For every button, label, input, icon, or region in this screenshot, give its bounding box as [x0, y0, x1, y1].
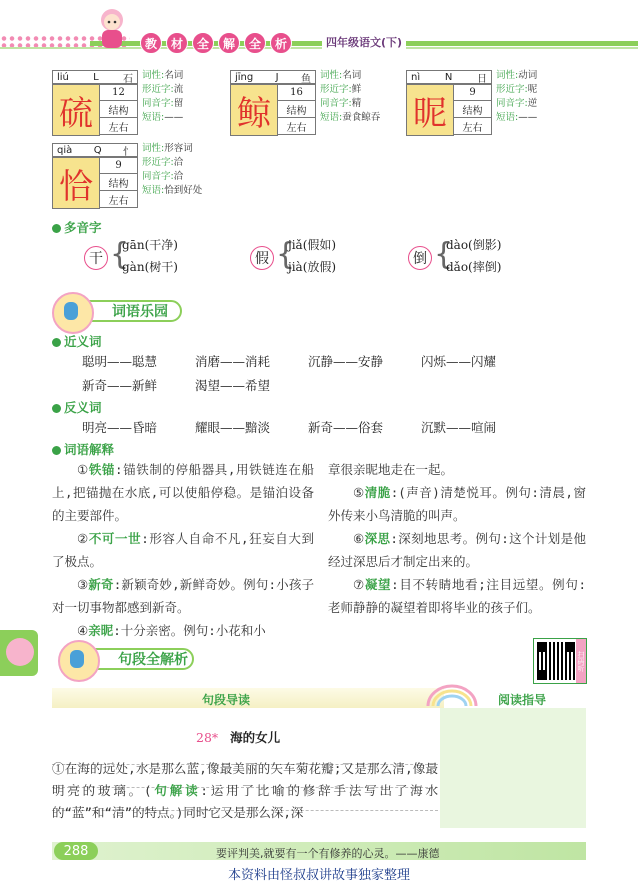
- qr-tag: 扫码听: [576, 639, 586, 683]
- item-term: 铁锚: [88, 462, 116, 477]
- item-number: ④: [77, 623, 89, 638]
- annotation-text: :运用了比喻的修辞手法写出了海水的“蓝”和“清”的特点。)同时它又是那么深,深: [52, 783, 439, 820]
- polyphonic-heading: [52, 218, 102, 236]
- item-term: 新奇: [88, 577, 114, 592]
- card-info: [142, 69, 222, 125]
- bullet-dot-icon: [52, 404, 61, 413]
- index-letter: L: [93, 71, 99, 83]
- lesson-title: 海的女儿: [230, 730, 281, 745]
- page-number: 288: [54, 842, 98, 860]
- phrase-label: 短语:: [142, 112, 165, 123]
- antonyms-row: [82, 418, 530, 436]
- structure-label: 结构: [278, 101, 316, 118]
- structure-label: 结构: [454, 101, 492, 118]
- item-term: 不可一世: [88, 531, 142, 546]
- word-pair: 沉默——喧闹: [421, 420, 497, 435]
- footer-quote: 要评判美,就要有一个有修养的心灵。——康德: [216, 847, 440, 860]
- index-letter: Q: [93, 144, 102, 156]
- explanation-item: [52, 573, 314, 619]
- guide-left-label: 句段导读: [202, 693, 251, 707]
- title-char: 全: [244, 32, 266, 54]
- item-term: 深思: [364, 531, 391, 546]
- reading-1: gān(干净): [122, 238, 178, 252]
- structure: 左右: [100, 118, 138, 135]
- brace-icon: {: [434, 237, 454, 272]
- similar: 鲜: [351, 84, 362, 95]
- item-number: ⑦: [353, 577, 365, 592]
- pinyin: qià: [57, 144, 73, 156]
- radical: 日: [476, 73, 487, 85]
- phrase-label: 短语:: [320, 112, 343, 123]
- char-card-liu: [52, 70, 214, 140]
- item-text: :锚铁制的停船器具,用铁链连在船上,把锚抛在水底,可以使船停稳。是锚泊设备的主要部件。: [52, 462, 314, 523]
- word-pair: 渴望——希望: [195, 378, 271, 393]
- grade-label: 四年级语文(下): [322, 34, 406, 50]
- explanations-right: [328, 458, 586, 619]
- phrase-label: 短语:: [496, 112, 519, 123]
- explanation-item: [52, 458, 314, 527]
- pos: 形容词: [164, 143, 193, 154]
- card-top-row: [406, 70, 492, 84]
- guide-right-label: 阅读指导: [498, 693, 547, 707]
- synonyms-heading: [52, 332, 102, 350]
- explain-heading: [52, 440, 114, 458]
- heading-text: 词语解释: [64, 442, 115, 457]
- homophone: 精: [351, 98, 362, 109]
- homophone-label: 同音字:: [142, 171, 174, 182]
- big-char: 昵: [406, 84, 454, 136]
- lesson-paragraph: [52, 758, 438, 824]
- mascot-face-icon: [6, 638, 34, 666]
- item-number: ②: [77, 531, 89, 546]
- big-char: 鲸: [230, 84, 278, 136]
- analysis-section-header: [64, 648, 194, 670]
- rainbow-icon: [422, 682, 482, 708]
- reading-guide-bar: [52, 688, 586, 708]
- phrase: 恰到好处: [164, 185, 203, 196]
- polyphonic-item: [250, 236, 390, 280]
- reading-2: jià(放假): [288, 260, 337, 274]
- phrase: 蚕食鲸吞: [342, 112, 381, 123]
- char-card-jing: [230, 70, 392, 140]
- structure: 左右: [100, 191, 138, 208]
- bullet-dot-icon: [52, 224, 61, 233]
- word-pair: 新奇——新鲜: [82, 378, 158, 393]
- section-title: 词语乐园: [112, 304, 168, 320]
- word-pair: 聪明——聪慧: [82, 354, 158, 369]
- homophone: 逆: [527, 98, 538, 109]
- strokes: 16: [278, 84, 316, 101]
- title-char: 析: [270, 32, 292, 54]
- strokes: 12: [100, 84, 138, 101]
- item-text: :新颖奇妙,新鲜奇妙。例句:小孩子对一切事物都感到新奇。: [52, 577, 314, 615]
- word-pair: 沉静——安静: [308, 354, 384, 369]
- strokes: 9: [100, 157, 138, 174]
- pos-label: 词性:: [496, 70, 519, 81]
- item-text: :(声音)清楚悦耳。例句:清晨,窗外传来小鸟清脆的叫声。: [328, 485, 586, 523]
- pinyin: jīng: [235, 71, 254, 83]
- card-info: [496, 69, 576, 125]
- words-section-header: [58, 300, 182, 322]
- reading-2: gàn(树干): [122, 260, 178, 274]
- item-text: :深刻地思考。例句:这个计划是他经过深思后才制定出来的。: [328, 531, 586, 569]
- strokes: 9: [454, 84, 492, 101]
- similar: 流: [173, 84, 184, 95]
- item-number: ⑥: [353, 531, 365, 546]
- poly-char: 倒: [408, 246, 432, 270]
- char-card-ni: [406, 70, 568, 140]
- explanation-item: [52, 527, 314, 573]
- synonyms-row-1: [82, 352, 530, 370]
- similar-label: 形近字:: [142, 157, 174, 168]
- reading-1: dào(倒影): [446, 238, 502, 252]
- card-info: [320, 69, 400, 125]
- phrase: ——: [518, 112, 538, 123]
- poly-char: 干: [84, 246, 108, 270]
- footer-note: 本资料由怪叔叔讲故事独家整理: [227, 868, 410, 883]
- explanation-item: [328, 573, 586, 619]
- annotation-key: 句解读: [151, 783, 201, 798]
- mascot-girl-icon: [92, 6, 132, 52]
- title-char: 材: [166, 32, 188, 54]
- reading-1: jiǎ(假如): [288, 238, 337, 252]
- reading-notes-panel: [440, 708, 586, 828]
- item-number: ①: [77, 462, 89, 477]
- word-pair: 消磨——消耗: [195, 354, 271, 369]
- item-term: 亲昵: [88, 623, 114, 638]
- char-card-qia: [52, 143, 214, 213]
- homophone-label: 同音字:: [142, 98, 174, 109]
- bullet-dot-icon: [52, 338, 61, 347]
- structure-label: 结构: [100, 101, 138, 118]
- index-letter: J: [275, 71, 279, 83]
- polyphonic-item: [408, 236, 548, 280]
- pos: 名词: [164, 70, 184, 81]
- polyphonic-item: [84, 236, 224, 280]
- antonyms-heading: [52, 398, 102, 416]
- paragraph-text: ①在海的远处,水是那么蓝,像最美丽的矢车菊花瓣;又是那么清,像最明亮的玻璃。(: [52, 761, 438, 798]
- pinyin: nì: [411, 71, 421, 83]
- word-pair: 耀眼——黯淡: [195, 420, 271, 435]
- title-char: 全: [192, 32, 214, 54]
- heading-text: 近义词: [64, 334, 102, 349]
- item-text: :十分亲密。例句:小花和小: [113, 623, 266, 638]
- synonyms-row-2: [82, 376, 304, 394]
- heading-text: 多音字: [64, 220, 102, 235]
- phrase: ——: [164, 112, 184, 123]
- pos: 动词: [518, 70, 538, 81]
- explanations-left: [52, 458, 314, 642]
- big-char: 硫: [52, 84, 100, 136]
- pos-label: 词性:: [142, 70, 165, 81]
- qr-code-icon: [537, 642, 575, 680]
- bullet-dot-icon: [52, 446, 61, 455]
- homophone-label: 同音字:: [496, 98, 528, 109]
- card-top-row: [52, 143, 138, 157]
- pinyin: liú: [57, 71, 69, 83]
- book-title: [140, 32, 292, 54]
- word-pair: 明亮——昏暗: [82, 420, 158, 435]
- explanation-item: [328, 527, 586, 573]
- homophone: 洽: [173, 171, 184, 182]
- similar: 洽: [173, 157, 184, 168]
- radical: 忄: [122, 146, 133, 158]
- pos-label: 词性:: [142, 143, 165, 154]
- mascot-icon: [58, 640, 100, 682]
- mascot-icon: [52, 292, 94, 334]
- title-char: 教: [140, 32, 162, 54]
- card-cells: [100, 84, 138, 136]
- lesson-number: 28*: [196, 730, 219, 745]
- explanation-item: [52, 619, 314, 642]
- word-pair: 闪烁——闪耀: [421, 354, 497, 369]
- qr-code[interactable]: [533, 638, 587, 684]
- card-top-row: [52, 70, 138, 84]
- explanation-continued: 章很亲昵地走在一起。: [328, 462, 454, 477]
- brace-icon: {: [110, 237, 130, 272]
- explanation-item: [328, 481, 586, 527]
- radical: 石: [122, 73, 133, 85]
- pos: 名词: [342, 70, 362, 81]
- structure-label: 结构: [100, 174, 138, 191]
- word-pair: 新奇——俗套: [308, 420, 384, 435]
- homophone: 留: [173, 98, 184, 109]
- card-cells: [278, 84, 316, 136]
- section-title: 句段全解析: [118, 652, 188, 668]
- similar-label: 形近字:: [142, 84, 174, 95]
- phrase-label: 短语:: [142, 185, 165, 196]
- similar-label: 形近字:: [496, 84, 528, 95]
- reading-2: dǎo(摔倒): [446, 260, 502, 274]
- item-number: ③: [77, 577, 89, 592]
- poly-char: 假: [250, 246, 274, 270]
- card-top-row: [230, 70, 316, 84]
- similar-label: 形近字:: [320, 84, 352, 95]
- card-info: [142, 142, 222, 198]
- big-char: 恰: [52, 157, 100, 209]
- brace-icon: {: [276, 237, 296, 272]
- index-letter: N: [444, 71, 453, 83]
- item-term: 清脆: [364, 485, 391, 500]
- structure: 左右: [454, 118, 492, 135]
- item-text: :形容人自命不凡,狂妄自大到了极点。: [52, 531, 314, 569]
- item-term: 凝望: [364, 577, 392, 592]
- similar: 呢: [527, 84, 538, 95]
- item-number: ⑤: [353, 485, 365, 500]
- pos-label: 词性:: [320, 70, 343, 81]
- homophone-label: 同音字:: [320, 98, 352, 109]
- structure: 左右: [278, 118, 316, 135]
- card-cells: [100, 157, 138, 209]
- radical: 鱼: [300, 73, 311, 85]
- heading-text: 反义词: [64, 400, 102, 415]
- card-cells: [454, 84, 492, 136]
- side-tab: [0, 630, 38, 676]
- title-char: 解: [218, 32, 240, 54]
- item-text: :目不转睛地看;注目远望。例句:老师静静的凝望着即将毕业的孩子们。: [328, 577, 586, 615]
